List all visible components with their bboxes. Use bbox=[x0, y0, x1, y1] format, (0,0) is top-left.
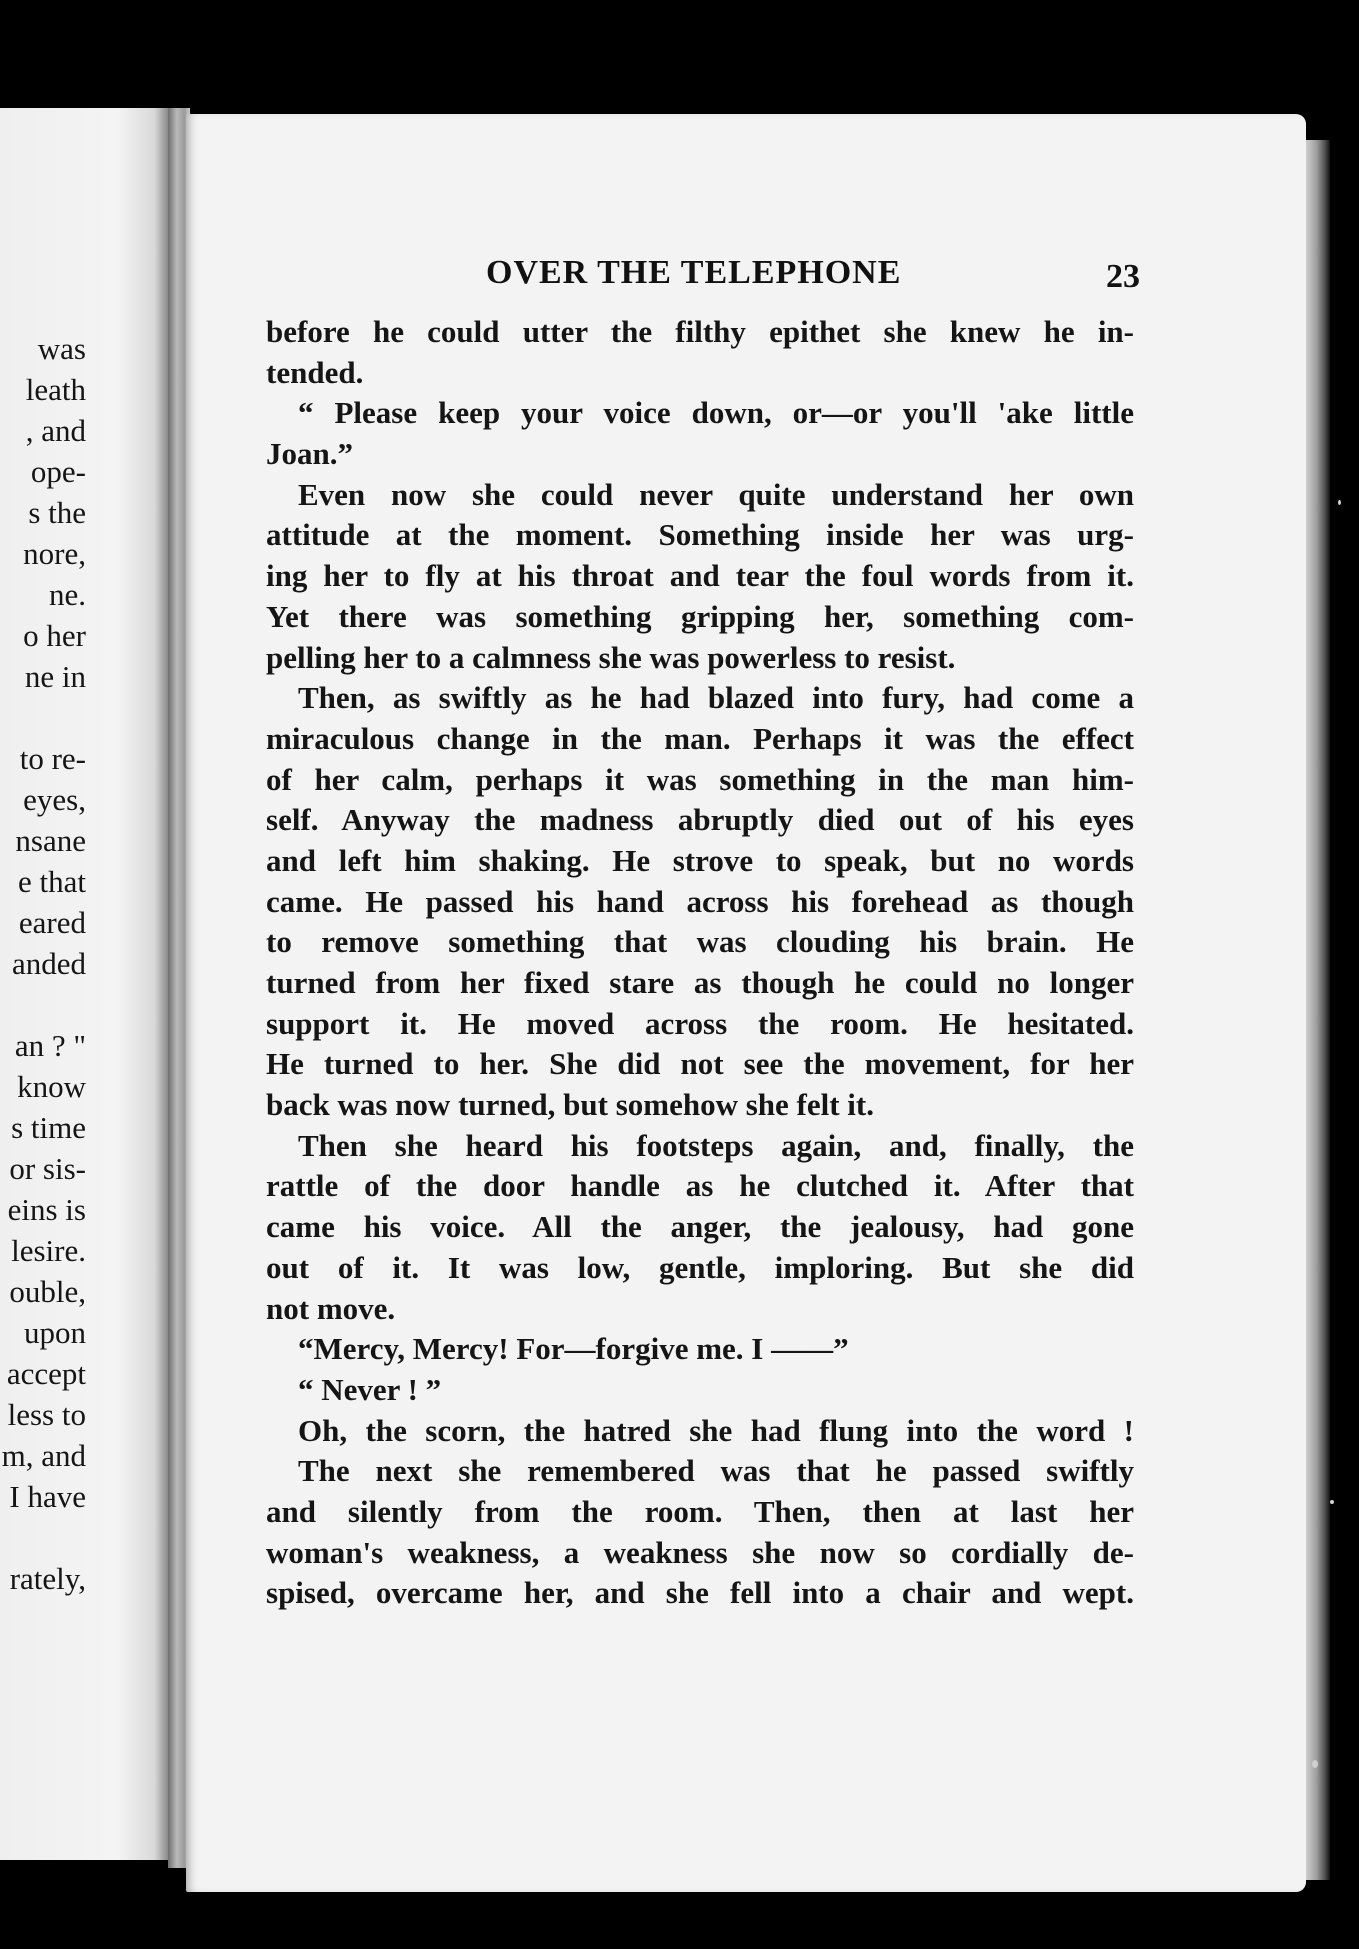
text-line: pelling her to a calmness she was powerless to resist. bbox=[266, 639, 956, 675]
text-line: “ Never ! ” bbox=[298, 1371, 442, 1407]
text-line: Yet there was something gripping her, something com- bbox=[266, 598, 1134, 634]
text-line: woman's weakness, a weakness she now so cordially de- bbox=[266, 1534, 1134, 1570]
scan-speck bbox=[1312, 1760, 1318, 1768]
text-line: Oh, the scorn, the hatred she had flung into the word ! bbox=[298, 1412, 1134, 1448]
text-line: rattle of the door handle as he clutched it. After that bbox=[266, 1168, 1134, 1204]
text-line: before he could utter the filthy epithet she knew he in- bbox=[266, 314, 1134, 349]
left-page-text bbox=[2, 328, 86, 1599]
left-page-line: ne. bbox=[48, 577, 86, 612]
left-page-line: leath bbox=[25, 372, 86, 407]
left-page-line: ouble, bbox=[9, 1274, 86, 1309]
scan-speck bbox=[1338, 500, 1341, 505]
left-page-line: was bbox=[37, 331, 86, 366]
text-line: “Mercy, Mercy! For—forgive me. I ——” bbox=[298, 1331, 849, 1367]
left-page-line: anded bbox=[11, 946, 86, 981]
left-page-line: s the bbox=[28, 495, 86, 530]
left-page-line: o her bbox=[23, 618, 86, 653]
body-text bbox=[266, 312, 1134, 1614]
left-page-line: lesire. bbox=[11, 1233, 86, 1268]
left-page-line: eins is bbox=[7, 1192, 86, 1227]
text-line: and left him shaking. He strove to speak, but no words bbox=[266, 842, 1134, 878]
left-page-line: ope- bbox=[30, 454, 86, 489]
left-page-line: m, and bbox=[1, 1438, 86, 1473]
text-line: spised, overcame her, and she fell into a chair and wept. bbox=[266, 1575, 1134, 1611]
left-page-line: I have bbox=[9, 1479, 86, 1514]
left-page-line: nore, bbox=[23, 536, 86, 571]
scan-speck bbox=[1330, 1500, 1334, 1504]
text-line: “ Please keep your voice down, or—or you'll 'ake little bbox=[298, 395, 1134, 431]
text-line: of her calm, perhaps it was something in the man him- bbox=[266, 761, 1134, 797]
text-line: back was now turned, but somehow she felt it. bbox=[266, 1087, 874, 1123]
text-line: Then, as swiftly as he had blazed into fury, had come a bbox=[298, 680, 1134, 716]
left-page-line: know bbox=[17, 1069, 86, 1104]
text-line: Even now she could never quite understand her own bbox=[298, 476, 1134, 512]
text-line: attitude at the moment. Something inside her was urg- bbox=[266, 517, 1134, 553]
text-line: came his voice. All the anger, the jealousy, had gone bbox=[266, 1209, 1134, 1245]
text-line: and silently from the room. Then, then at last her bbox=[266, 1493, 1134, 1529]
text-line: support it. He moved across the room. He hesitated. bbox=[266, 1005, 1134, 1041]
left-page-line bbox=[2, 697, 86, 738]
left-page-line: s time bbox=[11, 1110, 86, 1145]
left-page-line: eyes, bbox=[23, 782, 86, 817]
left-page-line: ne in bbox=[24, 659, 86, 694]
text-line: Joan.” bbox=[266, 436, 353, 472]
text-line: self. Anyway the madness abruptly died out of his eyes bbox=[266, 802, 1134, 838]
text-line: He turned to her. She did not see the movement, for her bbox=[266, 1046, 1134, 1082]
left-page-line: nsane bbox=[15, 823, 86, 858]
left-page bbox=[0, 108, 168, 1860]
left-page-line: to re- bbox=[19, 741, 86, 776]
text-line: to remove something that was clouding his brain. He bbox=[266, 924, 1134, 960]
right-page bbox=[186, 114, 1306, 1892]
text-line: miraculous change in the man. Perhaps it was the effect bbox=[266, 720, 1134, 756]
left-page-line: less to bbox=[7, 1397, 86, 1432]
running-title: OVER THE TELEPHONE bbox=[486, 254, 902, 291]
running-head bbox=[186, 254, 1306, 304]
left-page-line: upon bbox=[24, 1315, 86, 1350]
text-line: ing her to fly at his throat and tear the foul words from it. bbox=[266, 558, 1134, 594]
left-page-line: or sis- bbox=[9, 1151, 86, 1186]
text-line: turned from her fixed stare as though he could no longer bbox=[266, 965, 1134, 1000]
left-page-line: , and bbox=[25, 413, 86, 448]
text-line: out of it. It was low, gentle, imploring. But she did bbox=[266, 1249, 1134, 1285]
text-line: Then she heard his footsteps again, and, finally, the bbox=[298, 1127, 1134, 1163]
left-page-line: eared bbox=[18, 905, 86, 940]
left-page-line: accept bbox=[6, 1356, 86, 1391]
left-page-line: an ? " bbox=[14, 1028, 86, 1063]
left-page-line bbox=[2, 984, 86, 1025]
left-page-line bbox=[2, 1517, 86, 1558]
text-line: The next she remembered was that he passed swiftly bbox=[298, 1453, 1134, 1489]
text-line: came. He passed his hand across his forehead as though bbox=[266, 883, 1134, 919]
text-line: tended. bbox=[266, 354, 364, 390]
left-page-line: rately, bbox=[9, 1561, 86, 1596]
left-page-line: e that bbox=[18, 864, 86, 899]
page-edge bbox=[1306, 140, 1330, 1880]
page-number: 23 bbox=[1106, 258, 1140, 295]
text-line: not move. bbox=[266, 1290, 396, 1326]
